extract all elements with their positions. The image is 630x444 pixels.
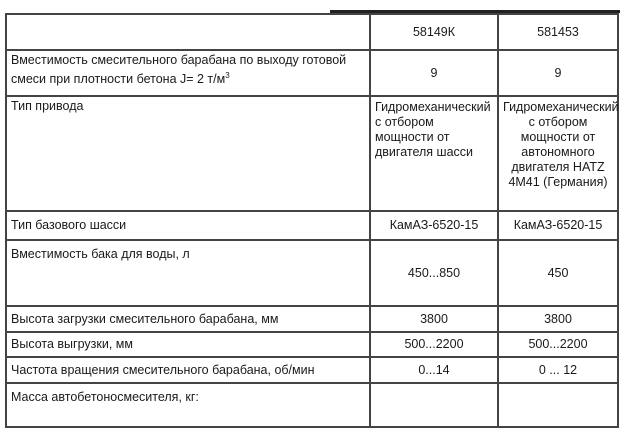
row-label: Масса автобетоносмесителя, кг:: [6, 383, 370, 427]
row-label-text: Вместимость смесительного барабана по выходу готовой смеси при плотности бетона J= 2 т/м: [11, 53, 347, 87]
table-row: [6, 50, 618, 96]
header-model-2: 581453: [498, 14, 618, 50]
table-row: [6, 96, 618, 211]
row-value-1: 500...2200: [370, 332, 498, 357]
table-header-row: [6, 14, 618, 50]
row-label: Частота вращения смесительного барабана, об/мин: [6, 357, 370, 383]
row-value-2: 3800: [498, 306, 618, 332]
row-value-2: 0 ... 12: [498, 357, 618, 383]
row-value-1: 0...14: [370, 357, 498, 383]
table-row: [6, 332, 618, 357]
row-value-1: Гидромеханический с отбором мощности от двигателя шасси: [370, 96, 498, 211]
row-value-1: 3800: [370, 306, 498, 332]
row-value-1: [370, 383, 498, 427]
row-label: Тип привода: [6, 96, 370, 211]
header-model-1: 58149К: [370, 14, 498, 50]
row-value-2: 500...2200: [498, 332, 618, 357]
table-row: [6, 211, 618, 240]
table-row: [6, 306, 618, 332]
row-label: [6, 50, 370, 96]
row-value-2: Гидромеханический с отбором мощности от автономного двигателя HATZ 4М41 (Германия): [498, 96, 618, 211]
table-row: [6, 383, 618, 427]
row-value-2: КамАЗ-6520-15: [498, 211, 618, 240]
row-value-2: 9: [498, 50, 618, 96]
table-row: [6, 240, 618, 306]
specs-table: [5, 13, 619, 428]
row-label: Тип базового шасси: [6, 211, 370, 240]
row-label: Высота загрузки смесительного барабана, мм: [6, 306, 370, 332]
row-value-1: 450...850: [370, 240, 498, 306]
row-value-2: 450: [498, 240, 618, 306]
row-value-1: 9: [370, 50, 498, 96]
row-label: Вместимость бака для воды, л: [6, 240, 370, 306]
row-label: Высота выгрузки, мм: [6, 332, 370, 357]
table-row: [6, 357, 618, 383]
row-value-2: [498, 383, 618, 427]
row-value-1: КамАЗ-6520-15: [370, 211, 498, 240]
unit-superscript: 3: [225, 71, 230, 80]
header-empty: [6, 14, 370, 50]
